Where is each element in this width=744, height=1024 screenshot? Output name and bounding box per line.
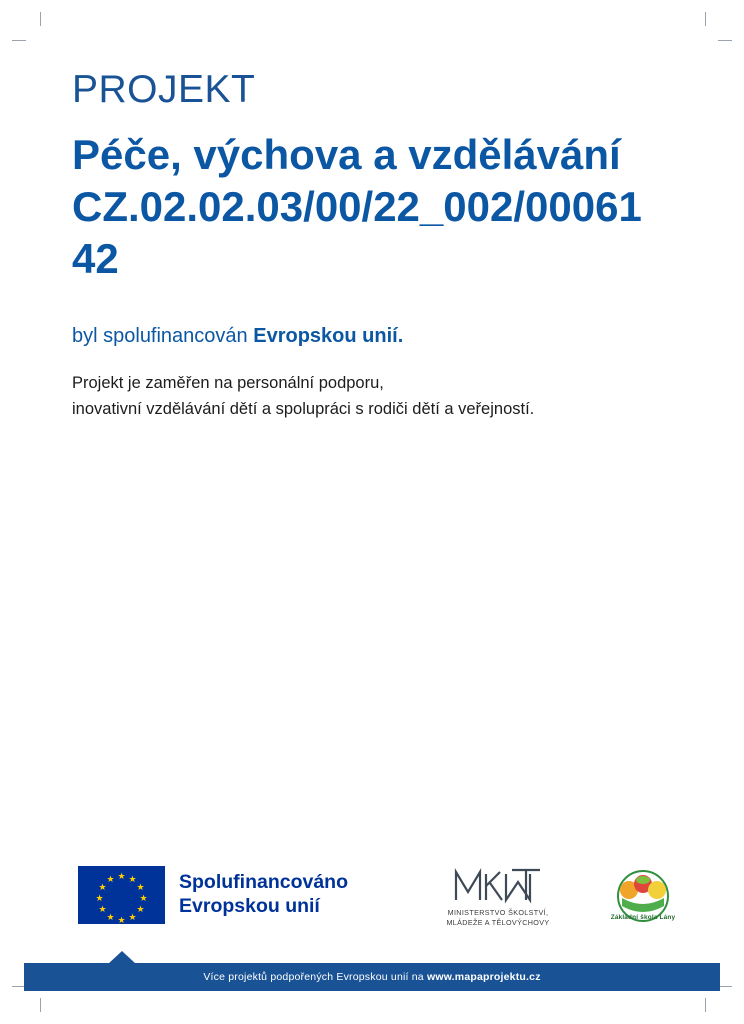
cofinanced-strong: Evropskou unií. <box>253 325 404 348</box>
crop-mark-top-left-horizontal <box>12 40 26 41</box>
crop-mark-top-left-vertical <box>40 12 41 26</box>
footer-url[interactable]: www.mapaprojektu.cz <box>426 971 541 983</box>
poster-kicker: PROJEKT <box>72 68 256 111</box>
crop-mark-bottom-left-vertical <box>40 998 41 1012</box>
msmt-logo <box>428 862 568 929</box>
project-description <box>72 371 672 422</box>
cofinanced-prefix: byl spolufinancován <box>72 325 254 348</box>
eu-flag-icon: ★ ★ ★ ★ ★ ★ ★ ★ ★ ★ ★ ★ <box>78 866 165 924</box>
footer-bar <box>24 963 720 991</box>
msmt-caption <box>428 908 568 929</box>
eu-logo <box>78 866 348 924</box>
poster-content <box>72 70 672 422</box>
msmt-icon <box>428 862 568 904</box>
project-description-line-2: inovativní vzdělávání dětí a spolupráci s rodiči dětí a veřejností. <box>72 399 535 418</box>
footer-text <box>203 971 540 983</box>
eu-logo-line-2: Evropskou unií <box>179 895 320 917</box>
school-logo-label: Základní škola Lány <box>610 914 676 921</box>
eu-logo-line-1: Spolufinancováno <box>179 871 349 894</box>
crop-mark-bottom-right-vertical <box>705 998 706 1012</box>
crop-mark-top-right-vertical <box>705 12 706 26</box>
logo-strip <box>78 862 678 942</box>
project-description-line-1: Projekt je zaměřen na personální podporu, <box>72 374 384 393</box>
msmt-caption-line-2: MLÁDEŽE A TĚLOVÝCHOVY <box>446 918 550 928</box>
msmt-caption-line-1: MINISTERSTVO ŠKOLSTVÍ, <box>447 908 549 917</box>
school-logo <box>598 864 688 926</box>
crop-mark-bottom-right-horizontal <box>718 986 732 987</box>
footer-text-prefix: Více projektů podpořených Evropskou unií na <box>203 971 427 983</box>
page-title: Péče, výchova a vzdělávání CZ.02.02.03/00/22_002/0006142 <box>72 130 642 283</box>
crop-mark-top-right-horizontal <box>718 40 732 41</box>
eu-logo-text <box>179 871 348 919</box>
cofinanced-statement <box>72 323 672 349</box>
